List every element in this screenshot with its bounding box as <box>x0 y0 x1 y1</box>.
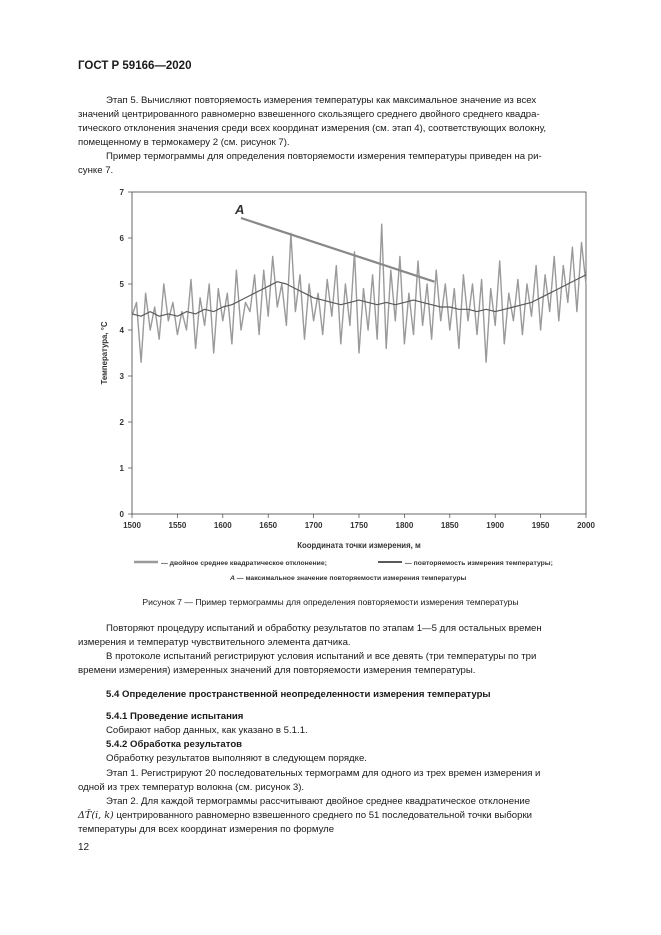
section-heading-5-4: 5.4 Определение пространственной неопределенности измерения температуры <box>106 689 491 700</box>
figure-caption: Рисунок 7 — Пример термограммы для определения повторяемости измерения температуры <box>142 597 519 607</box>
y-tick-label: 0 <box>119 510 124 519</box>
paragraph-line: температуры для всех координат измерения по формуле <box>78 824 335 835</box>
section-heading-5-4-1: 5.4.1 Проведение испытания <box>106 711 244 722</box>
y-tick-label: 2 <box>119 418 124 427</box>
paragraph-line: помещенному в термокамеру 2 (см. рисунок 7). <box>78 137 290 148</box>
paragraph-protocol <box>78 650 586 678</box>
x-tick-label: 1700 <box>304 521 323 530</box>
page-number: 12 <box>78 842 90 853</box>
paragraph-line: Повторяют процедуру испытаний и обработку результатов по этапам 1—5 для остальных времен <box>106 623 542 634</box>
paragraph-line: В протоколе испытаний регистрируют условия испытаний и все девять (три температуры по три <box>106 651 537 662</box>
y-tick-label: 5 <box>119 280 124 289</box>
x-tick-label: 1550 <box>168 521 187 530</box>
annotation-leader-line <box>241 218 434 282</box>
paragraph-line: значений центрированного равномерно взвешенного скользящего среднего двойного среднего квадра- <box>78 109 540 120</box>
chart-axes <box>100 188 595 550</box>
y-tick-label: 6 <box>119 234 124 243</box>
x-axis-label: Координата точки измерения, м <box>297 541 421 550</box>
legend-annotation-text: — максимальное значение повторяемости измерения температуры <box>234 575 467 582</box>
paragraph-line: Пример термограммы для определения повторяемости измерения температуры приведен на ри- <box>106 151 542 162</box>
x-tick-label: 1650 <box>259 521 278 530</box>
x-tick-label: 1900 <box>486 521 505 530</box>
y-tick-label: 3 <box>119 372 124 381</box>
paragraph-step2 <box>78 795 586 837</box>
legend-entry-repeatability: — повторяемость измерения температуры; <box>405 560 553 567</box>
legend-entry-annotation <box>229 575 466 582</box>
x-tick-label: 1950 <box>531 521 550 530</box>
paragraph-line: Этап 1. Регистрируют 20 последовательных термограмм для одного из трех времен измерения и <box>106 768 541 779</box>
paragraph-line: времени измерения) измеренных значений для повторяемости измерения температуры. <box>78 665 476 676</box>
paragraph-step1 <box>78 767 586 795</box>
paragraph-line: тического отклонения значения среди всех координат измерения (см. этап 4), соответствующих волокну, <box>78 123 547 134</box>
y-tick-label: 4 <box>119 326 124 335</box>
legend-entry-double-std: — двойное среднее квадратическое отклонение; <box>161 560 327 567</box>
x-tick-label: 1600 <box>213 521 232 530</box>
annotation-label: A <box>235 202 245 217</box>
y-tick-label: 1 <box>119 464 124 473</box>
paragraph-line: одной из трех температур волокна (см. рисунок 3). <box>78 782 305 793</box>
paragraph-repeat <box>78 622 586 650</box>
paragraph-line-rest: центрированного равномерно взвешенного среднего по 51 последовательной точки выборки <box>113 810 533 821</box>
text-5-4-1: Собирают набор данных, как указано в 5.1.1. <box>106 725 308 736</box>
text-5-4-2: Обработку результатов выполняют в следующем порядке. <box>106 753 367 764</box>
x-tick-label: 2000 <box>577 521 595 530</box>
legend-annotation-letter: А <box>230 575 235 582</box>
series-double-std-line <box>132 224 586 362</box>
chart-series <box>132 224 586 362</box>
paragraph-line: Этап 5. Вычисляют повторяемость измерения температуры как максимальное значение из всех <box>106 95 537 106</box>
paragraph-line: сунке 7. <box>78 165 114 176</box>
x-tick-label: 1800 <box>395 521 414 530</box>
paragraph-line: Этап 2. Для каждой термограммы рассчитывают двойное среднее квадратическое отклонение <box>106 796 531 807</box>
y-axis-label: Температура, °С <box>100 321 109 385</box>
y-tick-label: 7 <box>119 188 124 197</box>
formula-symbol: ΔT̄(i, k) <box>78 810 114 821</box>
document-header: ГОСТ Р 59166—2020 <box>78 60 192 72</box>
paragraph-line: измерения и температур чувствительного элемента датчика. <box>78 637 351 648</box>
x-tick-label: 1500 <box>123 521 141 530</box>
section-heading-5-4-2: 5.4.2 Обработка результатов <box>106 739 243 750</box>
x-tick-label: 1750 <box>350 521 368 530</box>
paragraph-line <box>78 809 586 823</box>
chart-legend <box>134 559 553 582</box>
x-tick-label: 1850 <box>440 521 459 530</box>
